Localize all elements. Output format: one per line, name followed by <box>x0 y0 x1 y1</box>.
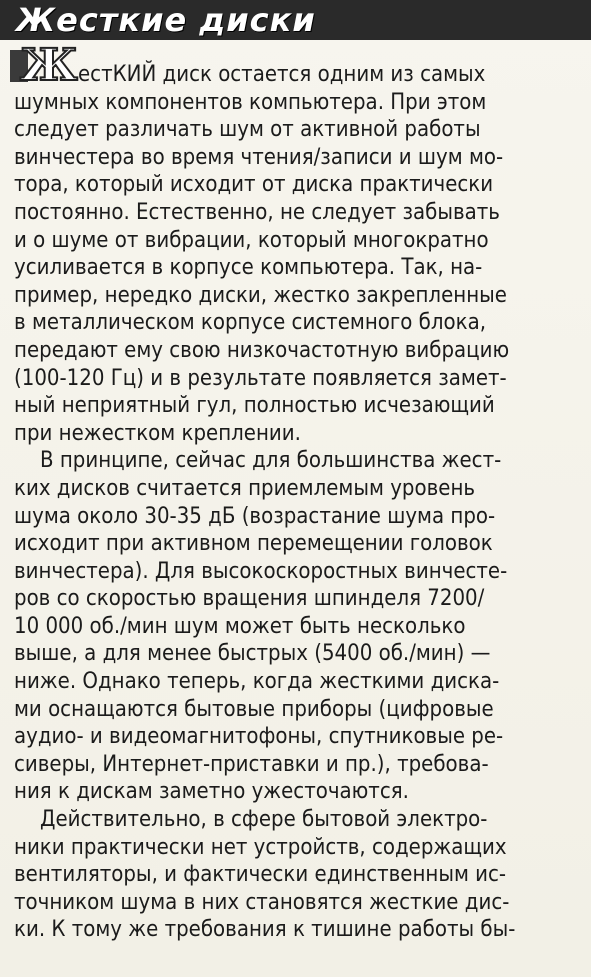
article-line: ки. К тому же требования к тишине работы бы- <box>14 917 516 943</box>
article-line: шума около 30-35 дБ (возрастание шума про- <box>14 503 496 529</box>
article-line <box>14 40 580 91</box>
article-line: Действительно, в сфере бытовой электро- <box>40 807 488 833</box>
article-line: винчестера во время чтения/записи и шум мо- <box>14 144 504 170</box>
section-title: Жесткие диски <box>16 1 316 39</box>
article-body <box>14 40 580 944</box>
article-line: ких дисков считается приемлемым уровень <box>14 475 476 501</box>
article-line: В принципе, сейчас для большинства жест- <box>40 448 502 474</box>
article-line: и о шуме от вибрации, который многократно <box>14 227 489 253</box>
article-line: аудио- и видеомагнитофоны, спутниковые ре- <box>14 724 504 750</box>
article-line: передают ему свою низкочастотную вибрацию <box>14 337 510 363</box>
article-line: тора, который исходит от диска практически <box>14 172 494 198</box>
section-header-band <box>0 0 591 40</box>
article-line: ния к дискам заметно ужесточаются. <box>14 779 409 805</box>
article-line: усиливается в корпусе компьютера. Так, на- <box>14 255 483 281</box>
article-line: ров со скоростью вращения шпинделя 7200/ <box>14 586 485 612</box>
article-line: ники практически нет устройств, содержащих <box>14 834 507 860</box>
article-line: в металлическом корпусе системного блока, <box>14 310 486 336</box>
article-line: ниже. Однако теперь, когда жесткими диска- <box>14 669 500 695</box>
article-line: шумных компонентов компьютера. При этом <box>14 89 487 115</box>
paragraph-2 <box>14 447 580 806</box>
article-line: пример, нередко диски, жестко закрепленные <box>14 282 507 308</box>
drop-cap-letter: Ж <box>20 40 78 91</box>
paragraph-1 <box>14 40 580 447</box>
article-line: сиверы, Интернет-приставки и пр.), требова- <box>14 751 489 777</box>
drop-cap <box>14 40 78 91</box>
article-line: при нежестком креплении. <box>14 420 301 446</box>
article-line: постоянно. Естественно, не следует забывать <box>14 199 500 225</box>
article-line: ный неприятный гул, полностью исчезающий <box>14 393 495 419</box>
article-line: 10 000 об./мин шум может быть несколько <box>14 613 466 639</box>
article-line: выше, а для менее быстрых (5400 об./мин) — <box>14 641 491 667</box>
article-line: точником шума в них становятся жесткие дис- <box>14 889 510 915</box>
article-line: (100-120 Гц) и в результате появляется замет- <box>14 365 507 391</box>
article-line: исходит при активном перемещении головок <box>14 531 493 557</box>
article-line: винчестера). Для высокоскоростных винчесте- <box>14 558 508 584</box>
article-line-text: естКИЙ диск остается одним из самых <box>78 62 486 87</box>
article-line: вентиляторы, и фактически единственным ис- <box>14 862 507 888</box>
article-line: следует различать шум от активной работы <box>14 117 481 143</box>
article-line: ми оснащаются бытовые приборы (цифровые <box>14 696 494 722</box>
paragraph-3 <box>14 806 580 944</box>
